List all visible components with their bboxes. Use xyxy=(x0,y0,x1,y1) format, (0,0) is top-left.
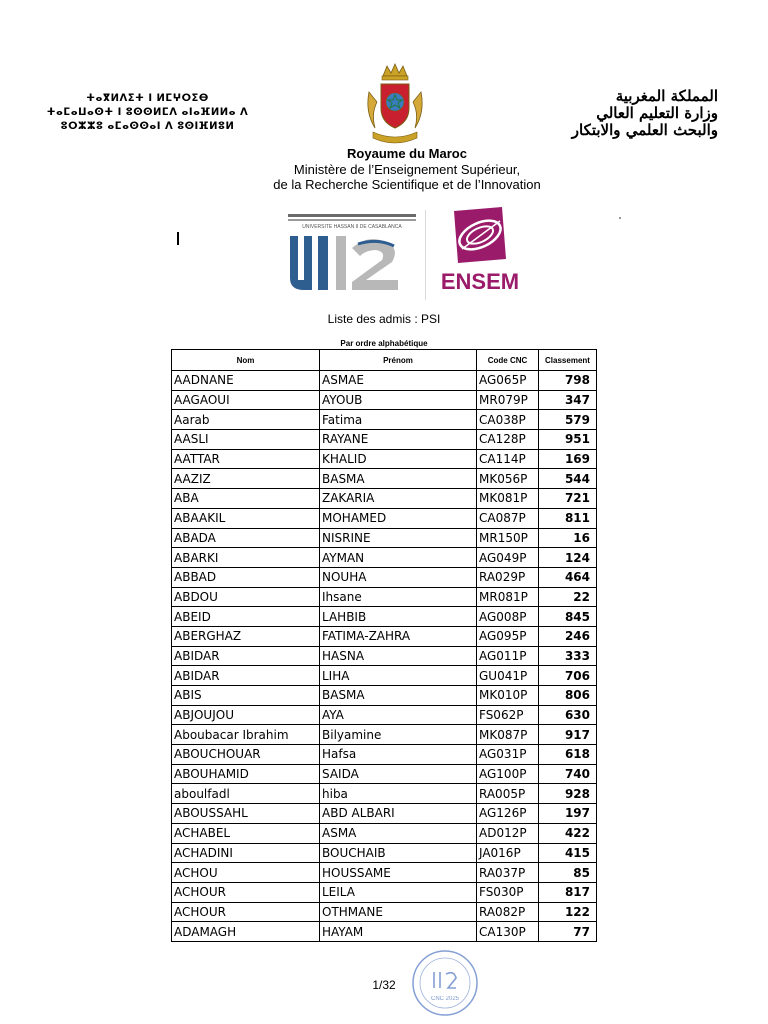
cell-nom: AATTAR xyxy=(172,449,320,469)
cell-nom: Aboubacar Ibrahim xyxy=(172,725,320,745)
cell-nom: ABOUSSAHL xyxy=(172,804,320,824)
cell-nom: ABAAKIL xyxy=(172,508,320,528)
cell-nom: ACHOUR xyxy=(172,882,320,902)
cell-prenom: AYOUB xyxy=(320,390,477,410)
table-row xyxy=(172,705,597,725)
cell-prenom: ZAKARIA xyxy=(320,489,477,509)
ensem-logo-icon xyxy=(432,205,527,297)
cell-prenom: MOHAMED xyxy=(320,508,477,528)
column-header-nom: Nom xyxy=(172,350,320,371)
kingdom-heading: Royaume du Maroc xyxy=(347,146,467,161)
cell-code-cnc: AG049P xyxy=(477,548,539,568)
table-row xyxy=(172,784,597,804)
cell-code-cnc: AG008P xyxy=(477,607,539,627)
uh2c-logo-icon xyxy=(282,208,422,296)
cell-classement: 951 xyxy=(539,430,597,450)
cell-classement: 77 xyxy=(539,922,597,942)
cell-prenom: OTHMANE xyxy=(320,902,477,922)
table-row xyxy=(172,626,597,646)
tifinagh-header xyxy=(45,92,250,134)
table-header-row xyxy=(172,350,597,371)
morocco-coat-of-arms-icon xyxy=(365,62,425,146)
cell-code-cnc: AG031P xyxy=(477,745,539,765)
cell-nom: ABBAD xyxy=(172,567,320,587)
table-row xyxy=(172,390,597,410)
table-row xyxy=(172,843,597,863)
table-row xyxy=(172,863,597,883)
cell-classement: 544 xyxy=(539,469,597,489)
cell-nom: ABA xyxy=(172,489,320,509)
cell-classement: 333 xyxy=(539,646,597,666)
list-title: Liste des admis : PSI xyxy=(327,312,441,326)
cell-classement: 122 xyxy=(539,902,597,922)
uh2c-university-text: UNIVERSITE HASSAN II DE CASABLANCA xyxy=(302,224,402,230)
cell-classement: 579 xyxy=(539,410,597,430)
cell-classement: 721 xyxy=(539,489,597,509)
logo-divider xyxy=(425,210,426,300)
cell-nom: AAGAOUI xyxy=(172,390,320,410)
cell-prenom: Bilyamine xyxy=(320,725,477,745)
page-number: 1/32 xyxy=(372,978,396,992)
table-row xyxy=(172,508,597,528)
table-row xyxy=(172,804,597,824)
cell-nom: aboulfadl xyxy=(172,784,320,804)
cell-prenom: HASNA xyxy=(320,646,477,666)
ensem-wordmark: ENSEM xyxy=(440,269,520,294)
cell-prenom: LEILA xyxy=(320,882,477,902)
table-row xyxy=(172,823,597,843)
cell-code-cnc: FS030P xyxy=(477,882,539,902)
cell-nom: ACHABEL xyxy=(172,823,320,843)
cell-prenom: ASMAE xyxy=(320,371,477,391)
cell-classement: 740 xyxy=(539,764,597,784)
cell-code-cnc: AG095P xyxy=(477,626,539,646)
cell-prenom: hiba xyxy=(320,784,477,804)
column-header-classement: Classement xyxy=(539,350,597,371)
cell-prenom: KHALID xyxy=(320,449,477,469)
cell-prenom: BASMA xyxy=(320,686,477,706)
table-row xyxy=(172,725,597,745)
cell-prenom: Hafsa xyxy=(320,745,477,765)
cell-code-cnc: AG126P xyxy=(477,804,539,824)
cell-nom: Aarab xyxy=(172,410,320,430)
cell-nom: AAZIZ xyxy=(172,469,320,489)
cell-nom: ACHOU xyxy=(172,863,320,883)
stray-dot xyxy=(619,217,621,219)
cell-nom: AASLI xyxy=(172,430,320,450)
cell-code-cnc: MK081P xyxy=(477,489,539,509)
cell-code-cnc: CA114P xyxy=(477,449,539,469)
cell-prenom: ABD ALBARI xyxy=(320,804,477,824)
cell-classement: 798 xyxy=(539,371,597,391)
table-row xyxy=(172,567,597,587)
cell-classement: 630 xyxy=(539,705,597,725)
cell-classement: 169 xyxy=(539,449,597,469)
cell-classement: 845 xyxy=(539,607,597,627)
cell-nom: ABADA xyxy=(172,528,320,548)
cell-classement: 347 xyxy=(539,390,597,410)
cell-classement: 16 xyxy=(539,528,597,548)
column-header-code-cnc: Code CNC xyxy=(477,350,539,371)
table-row xyxy=(172,430,597,450)
table-row xyxy=(172,528,597,548)
cell-classement: 928 xyxy=(539,784,597,804)
official-stamp-icon xyxy=(410,948,480,1018)
table-row xyxy=(172,745,597,765)
ministry-heading: Ministère de l’Enseignement Supérieur, xyxy=(293,162,521,177)
cell-code-cnc: MR081P xyxy=(477,587,539,607)
table-row xyxy=(172,607,597,627)
cell-code-cnc: AG065P xyxy=(477,371,539,391)
table-row xyxy=(172,587,597,607)
cell-classement: 706 xyxy=(539,666,597,686)
cell-nom: ABEID xyxy=(172,607,320,627)
arabic-line: وزارة التعليم العالي xyxy=(596,104,718,122)
tifinagh-line: ⵓⵔⵣⵣⵓ ⴰⵎⴰⵙⵙⴰⵏ ⴷ ⵓⵙⵏⴼⵍⵓⵍ xyxy=(60,121,235,132)
cell-code-cnc: AD012P xyxy=(477,823,539,843)
cell-code-cnc: MK010P xyxy=(477,686,539,706)
cell-nom: ACHADINI xyxy=(172,843,320,863)
cell-nom: ABIS xyxy=(172,686,320,706)
cell-code-cnc: MR150P xyxy=(477,528,539,548)
cell-prenom: HAYAM xyxy=(320,922,477,942)
cell-nom: ACHOUR xyxy=(172,902,320,922)
cell-code-cnc: AG011P xyxy=(477,646,539,666)
cell-prenom: SAIDA xyxy=(320,764,477,784)
cell-prenom: ASMA xyxy=(320,823,477,843)
cell-nom: ABARKI xyxy=(172,548,320,568)
cell-classement: 422 xyxy=(539,823,597,843)
arabic-line: المملكة المغربية xyxy=(615,87,718,105)
table-row xyxy=(172,666,597,686)
stamp-label: CNC 2025 xyxy=(430,996,460,1002)
cell-classement: 124 xyxy=(539,548,597,568)
cell-nom: AADNANE xyxy=(172,371,320,391)
cell-code-cnc: MR079P xyxy=(477,390,539,410)
table-row xyxy=(172,489,597,509)
cell-code-cnc: FS062P xyxy=(477,705,539,725)
cell-code-cnc: RA037P xyxy=(477,863,539,883)
cell-code-cnc: RA082P xyxy=(477,902,539,922)
cell-prenom: LIHA xyxy=(320,666,477,686)
table-row xyxy=(172,764,597,784)
cell-code-cnc: CA128P xyxy=(477,430,539,450)
table-row xyxy=(172,449,597,469)
table-row xyxy=(172,469,597,489)
cell-classement: 817 xyxy=(539,882,597,902)
cell-code-cnc: CA130P xyxy=(477,922,539,942)
ministry-subheading: de la Recherche Scientifique et de l’Innovation xyxy=(273,177,541,192)
tifinagh-line: ⵜⴰⴳⵍⴷⵉⵜ ⵏ ⵍⵎⵖⵔⵉⴱ xyxy=(86,93,209,104)
cell-prenom: AYMAN xyxy=(320,548,477,568)
text-cursor-mark xyxy=(177,232,179,245)
sort-order-note: Par ordre alphabétique xyxy=(340,339,428,348)
cell-nom: ABJOUJOU xyxy=(172,705,320,725)
cell-prenom: AYA xyxy=(320,705,477,725)
cell-classement: 197 xyxy=(539,804,597,824)
admitted-students-table xyxy=(171,349,597,942)
cell-code-cnc: GU041P xyxy=(477,666,539,686)
cell-prenom: BOUCHAIB xyxy=(320,843,477,863)
cell-classement: 246 xyxy=(539,626,597,646)
cell-nom: ABIDAR xyxy=(172,646,320,666)
cell-code-cnc: MK056P xyxy=(477,469,539,489)
cell-prenom: NOUHA xyxy=(320,567,477,587)
table-row xyxy=(172,922,597,942)
table-row xyxy=(172,646,597,666)
table-row xyxy=(172,902,597,922)
arabic-line: والبحث العلمي والابتكار xyxy=(571,121,718,139)
cell-code-cnc: JA016P xyxy=(477,843,539,863)
cell-classement: 811 xyxy=(539,508,597,528)
cell-classement: 85 xyxy=(539,863,597,883)
cell-classement: 415 xyxy=(539,843,597,863)
cell-prenom: Ihsane xyxy=(320,587,477,607)
cell-nom: ABERGHAZ xyxy=(172,626,320,646)
cell-prenom: BASMA xyxy=(320,469,477,489)
cell-prenom: RAYANE xyxy=(320,430,477,450)
cell-code-cnc: CA038P xyxy=(477,410,539,430)
cell-classement: 917 xyxy=(539,725,597,745)
cell-classement: 806 xyxy=(539,686,597,706)
cell-nom: ABDOU xyxy=(172,587,320,607)
table-row xyxy=(172,548,597,568)
cell-nom: ABIDAR xyxy=(172,666,320,686)
table-row xyxy=(172,410,597,430)
cell-nom: ABOUHAMID xyxy=(172,764,320,784)
cell-code-cnc: MK087P xyxy=(477,725,539,745)
cell-prenom: HOUSSAME xyxy=(320,863,477,883)
table-row xyxy=(172,371,597,391)
tifinagh-line: ⵜⴰⵎⴰⵡⴰⵙⵜ ⵏ ⵓⵙⵙⵍⵎⴷ ⴰⵏⴰⴼⵍⵍⴰ ⴷ xyxy=(46,107,249,118)
cell-classement: 618 xyxy=(539,745,597,765)
cell-prenom: Fatima xyxy=(320,410,477,430)
cell-classement: 22 xyxy=(539,587,597,607)
cell-classement: 464 xyxy=(539,567,597,587)
table-row xyxy=(172,882,597,902)
cell-prenom: FATIMA-ZAHRA xyxy=(320,626,477,646)
cell-code-cnc: RA005P xyxy=(477,784,539,804)
cell-code-cnc: AG100P xyxy=(477,764,539,784)
cell-prenom: NISRINE xyxy=(320,528,477,548)
column-header-prenom: Prénom xyxy=(320,350,477,371)
table-row xyxy=(172,686,597,706)
cell-prenom: LAHBIB xyxy=(320,607,477,627)
cell-code-cnc: CA087P xyxy=(477,508,539,528)
cell-nom: ADAMAGH xyxy=(172,922,320,942)
arabic-header xyxy=(508,88,718,139)
cell-nom: ABOUCHOUAR xyxy=(172,745,320,765)
cell-code-cnc: RA029P xyxy=(477,567,539,587)
